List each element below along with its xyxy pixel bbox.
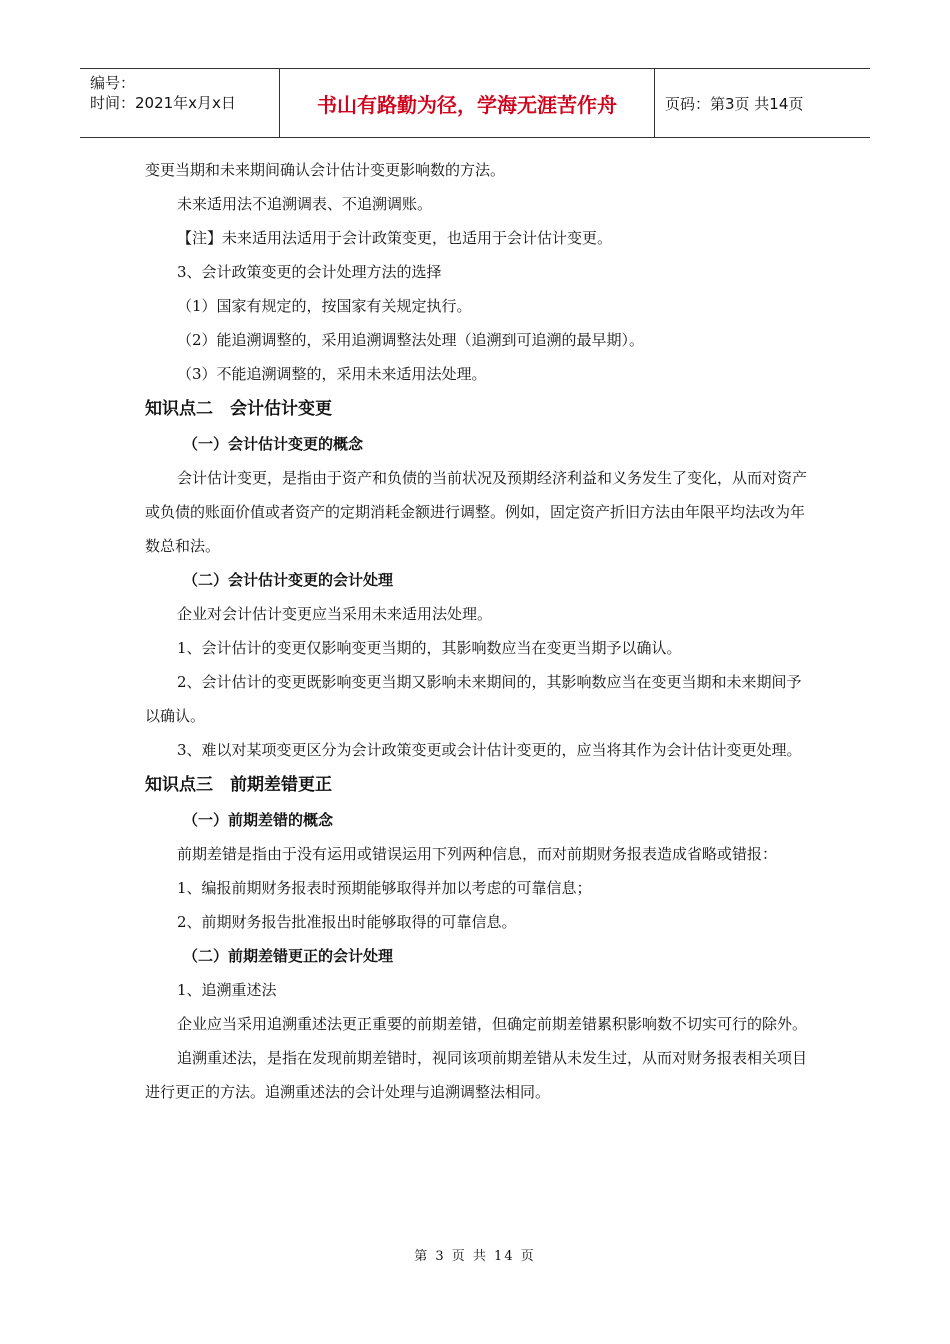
page-header xyxy=(80,68,870,138)
list-heading: 1、追溯重述法 xyxy=(177,981,277,999)
paragraph: 未来适用法不追溯调表、不追溯调账。 xyxy=(177,195,433,213)
serial-label: 编号： xyxy=(90,74,136,92)
paragraph: 追溯重述法，是指在发现前期差错时，视同该项前期差错从未发生过，从而对财务报表相关项目进行更正的方法。追溯重述法的会计处理与追溯调整法相同。 xyxy=(145,1049,808,1101)
list-item: 1、会计估计的变更仅影响变更当期的，其影响数应当在变更当期予以确认。 xyxy=(177,639,682,657)
list-item: 2、会计估计的变更既影响变更当期又影响未来期间的，其影响数应当在变更当期和未来期间予以确认。 xyxy=(145,673,802,725)
document-body xyxy=(145,153,810,1109)
section-title: 知识点三 前期差错更正 xyxy=(145,775,332,795)
list-item: 2、前期财务报告批准报出时能够取得的可靠信息。 xyxy=(177,913,517,931)
list-item: （1）国家有规定的，按国家有关规定执行。 xyxy=(177,297,472,315)
list-item: 3、难以对某项变更区分为会计政策变更或会计估计变更的，应当将其作为会计估计变更处理。 xyxy=(177,741,802,759)
time-label: 时间：2021年x月x日 xyxy=(90,94,236,112)
header-motto: 书山有路勤为径，学海无涯苦作舟 xyxy=(280,69,655,137)
page-footer: 第 3 页 共 14 页 xyxy=(414,1249,536,1264)
subsection-title: （二）会计估计变更的会计处理 xyxy=(183,571,394,589)
subsection-title: （二）前期差错更正的会计处理 xyxy=(183,947,394,965)
list-item: （2）能追溯调整的，采用追溯调整法处理（追溯到可追溯的最早期）。 xyxy=(177,331,645,349)
subsection-title: （一）会计估计变更的概念 xyxy=(183,435,364,453)
paragraph: 会计估计变更，是指由于资产和负债的当前状况及预期经济利益和义务发生了变化，从而对资产或负债的账面价值或者资产的定期消耗金额进行调整。例如，固定资产折旧方法由年限平均法改为年数总和法。 xyxy=(145,469,808,555)
paragraph: 前期差错是指由于没有运用或错误运用下列两种信息，而对前期财务报表造成省略或错报： xyxy=(177,845,778,863)
header-page-info: 页码：第3页 共14页 xyxy=(665,94,804,113)
list-item: （3）不能追溯调整的，采用未来适用法处理。 xyxy=(177,365,487,383)
header-meta xyxy=(80,69,280,137)
list-item: 1、编报前期财务报表时预期能够取得并加以考虑的可靠信息； xyxy=(177,879,592,897)
list-heading: 3、会计政策变更的会计处理方法的选择 xyxy=(177,263,442,281)
paragraph: 变更当期和未来期间确认会计估计变更影响数的方法。 xyxy=(145,161,506,179)
section-title: 知识点二 会计估计变更 xyxy=(145,399,332,419)
paragraph: 企业对会计估计变更应当采用未来适用法处理。 xyxy=(177,605,493,623)
subsection-title: （一）前期差错的概念 xyxy=(183,811,334,829)
paragraph: 企业应当采用追溯重述法更正重要的前期差错，但确定前期差错累积影响数不切实可行的除外。 xyxy=(177,1015,808,1033)
note-paragraph: 【注】未来适用法适用于会计政策变更，也适用于会计估计变更。 xyxy=(177,229,613,247)
